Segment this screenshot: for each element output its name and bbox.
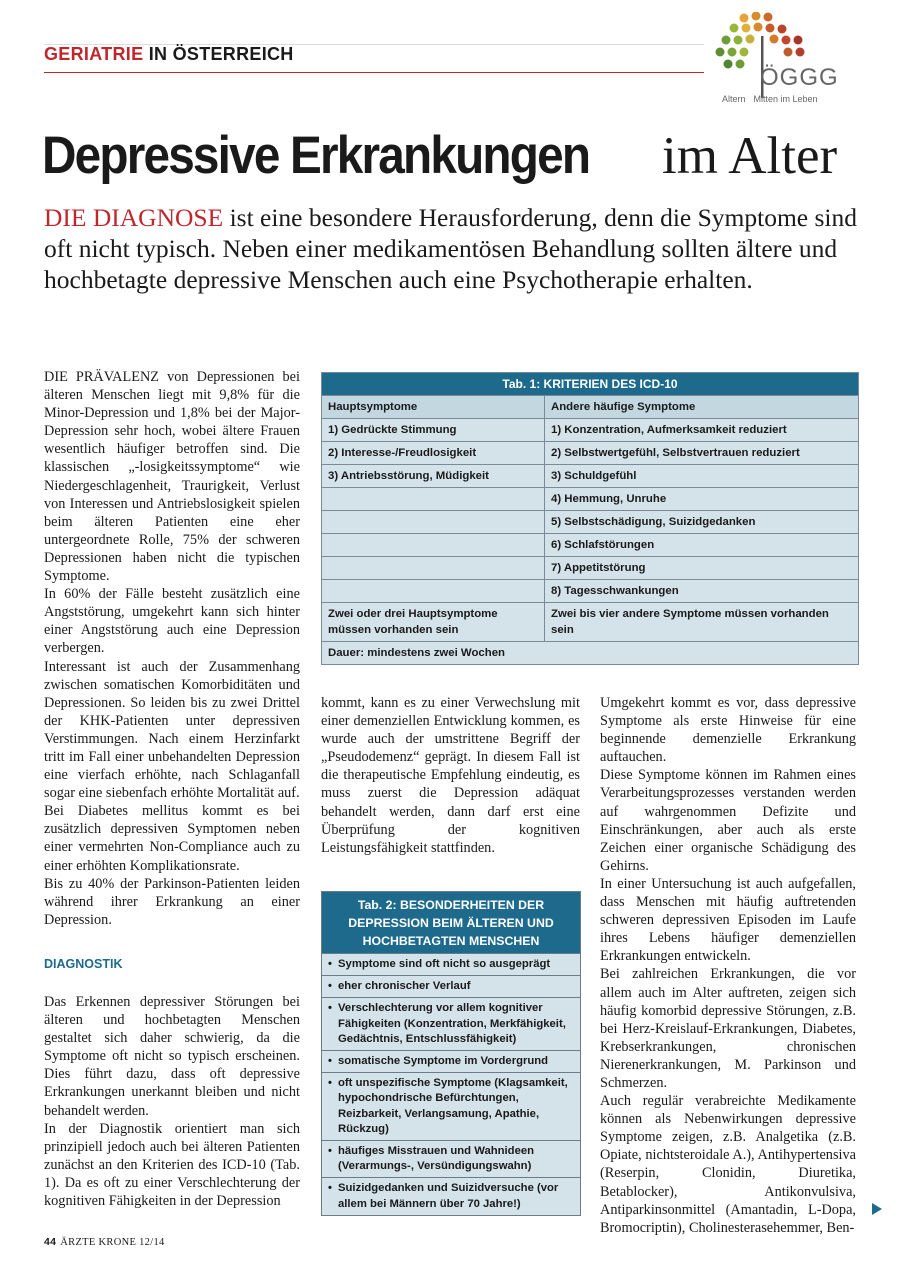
table-cell-other-symptom: 3) Schuldgefühl	[551, 470, 637, 482]
table-cell-main-symptom	[322, 534, 545, 556]
table-cell-other-symptom: 6) Schlafstörungen	[551, 539, 655, 551]
table-row	[322, 464, 858, 487]
paragraph: kommt, kann es zu einer Verwechslung mit einer demenziellen Entwicklung kommen, es wurde auch der umstrittene Begriff der „Pseudodemenz“ geprägt. In diesem Fall ist die therapeutische Empfehlung eindeutig, es muss zuerst die Depression adäquat behandelt werden, dann darf erst eine Überprüfung der kognitiven Leistungsfähigkeit stattfinden.	[321, 695, 580, 856]
table-cell-other-symptom: 1) Konzentration, Aufmerksamkeit reduziert	[551, 424, 787, 436]
table-characteristics-elderly	[321, 891, 581, 1216]
continue-arrow-icon	[872, 1203, 882, 1215]
paragraph: Bis zu 40% der Parkinson-Patienten leiden während ihrer Erkrankung an einer Depression.	[44, 875, 300, 928]
header-rule	[44, 72, 704, 73]
body-column-1	[44, 368, 300, 1210]
article-lede	[44, 202, 864, 295]
list-item-text: eher chronischer Verlauf	[338, 980, 471, 993]
paragraph: Auch regulär verabreichte Medikamente können als Nebenwirkungen depressive Symptome zeigen, z.B. Analgetika (z.B. Opiate, nichtsteroidale A.), Antihypertensiva (Reserpin, Clonidin, Diuretika, Betablocker), Antikonvulsiva, Antiparkinsonmittel (Amantadin, L-Dopa, Bromocriptin), Cholinesterasehemmer, Ben-	[600, 1093, 856, 1236]
table-row	[322, 556, 858, 579]
table-row	[322, 602, 858, 641]
list-item	[322, 1140, 580, 1177]
list-item-text: Suizidgedanken und Suizidversuche (vor allem bei Männern über 70 Jahre!)	[338, 1182, 559, 1210]
bullet-icon: •	[328, 958, 332, 970]
section-label	[44, 44, 294, 65]
table-cell-other-symptom: 8) Tagesschwankungen	[551, 585, 679, 597]
table1-title: Tab. 1: KRITERIEN DES ICD-10	[322, 373, 858, 395]
table2-title: Tab. 2: BESONDERHEITEN DER DEPRESSION BEIM ÄLTEREN UND HOCHBETAGTEN MENSCHEN	[322, 892, 580, 953]
table-row	[322, 533, 858, 556]
paragraph: Interessant ist auch der Zusammenhang zwischen somatischen Komorbiditäten und Depressionen. So leiden bis zu zwei Drittel der KHK-Patienten unter depressiven Verstimmungen. Nach einem Herzinfarkt tritt im Fall einer unbehandelten Depression eine vierfach erhöhte, nach Schlaganfall sogar eine siebenfach erhöhte Mortalität auf.	[44, 658, 300, 802]
list-item	[322, 1072, 580, 1140]
lede-red: DIE DIAGNOSE	[44, 203, 224, 232]
table-cell-other-symptom: 5) Selbstschädigung, Suizidgedanken	[551, 516, 756, 528]
body-column-3	[600, 694, 856, 1237]
table1-footer-row	[322, 641, 858, 664]
lede-text: ist eine besondere Herausforderung, denn die Symptome sind oft nicht typisch. Neben einer medikamentösen Behandlung sollten ältere und hochbetagte depressive Menschen auch eine Psychotherapie erhalten.	[44, 203, 857, 294]
bullet-icon: •	[328, 1077, 332, 1090]
bullet-icon: •	[328, 1002, 332, 1015]
page-footer	[44, 1236, 165, 1248]
table-cell-main-symptom	[322, 511, 545, 533]
table-row	[322, 418, 858, 441]
bullet-icon: •	[328, 1182, 332, 1195]
table1-col-header-left: Hauptsymptome	[322, 396, 545, 418]
logo-tag-right: Mitten im Leben	[753, 94, 818, 104]
list-item	[322, 953, 580, 975]
paragraph: Das Erkennen depressiver Störungen bei älteren und hochbetagten Menschen gestaltet sich daher schwierig, da die Symptome oft nicht so typisch erscheinen. Dies führt dazu, dass oft depressive Erkrankungen unerkannt bleiben und nicht behandelt werden.	[44, 994, 300, 1119]
body-column-2	[321, 694, 580, 857]
bullet-icon: •	[328, 1145, 332, 1158]
article-title-bold: Depressive Erkrankungen	[42, 126, 590, 185]
paragraph: Umgekehrt kommt es vor, dass depressive Symptome als erste Hinweise für eine beginnende demenzielle Erkrankung auftauchen.	[600, 695, 856, 766]
table-cell-main-symptom	[322, 557, 545, 579]
list-item-text: somatische Symptome im Vordergrund	[338, 1055, 549, 1068]
publication-name: ÄRZTE KRONE 12/14	[60, 1237, 165, 1248]
list-item	[322, 975, 580, 997]
table-icd10-criteria	[321, 372, 859, 665]
subheading-diagnostik: DIAGNOSTIK	[44, 956, 123, 971]
list-item-text: häufiges Misstrauen und Wahnideen (Verarmungs-, Versündigungswahn)	[338, 1145, 535, 1173]
table-row	[322, 487, 858, 510]
table-row	[322, 579, 858, 602]
table-cell-other-symptom: Zwei bis vier andere Symptome müssen vorhanden sein	[551, 608, 829, 636]
table-cell-main-symptom: 3) Antriebsstörung, Müdigkeit	[322, 465, 545, 487]
table-cell-main-symptom: 1) Gedrückte Stimmung	[322, 419, 545, 441]
paragraph: In 60% der Fälle besteht zusätzlich eine Angststörung, umgekehrt kann sich hinter einer Angststörung auch eine Depression verbergen.	[44, 586, 300, 657]
paragraph: In der Diagnostik orientiert man sich prinzipiell jedoch auch bei älteren Patienten zunächst an den Kriterien des ICD-10 (Tab. 1). Da es oft zu einer Verschlechterung der kognitiven Fähigkeiten in der Depression	[44, 1120, 300, 1210]
paragraph: In einer Untersuchung ist auch aufgefallen, dass Menschen mit häufig auftretenden schweren depressiven Episoden im Laufe ihres Lebens häufiger demenziellen Erkrankungen entwickeln.	[600, 875, 856, 965]
list-item	[322, 1050, 580, 1072]
table-cell-main-symptom	[322, 488, 545, 510]
list-item-text: Symptome sind oft nicht so ausgeprägt	[338, 958, 551, 970]
bullet-icon: •	[328, 1055, 332, 1068]
section-label-dark: IN ÖSTERREICH	[148, 44, 294, 64]
table-cell-main-symptom: 2) Interesse-/Freudlosigkeit	[322, 442, 545, 464]
list-item	[322, 997, 580, 1050]
section-label-red: GERIATRIE	[44, 44, 144, 64]
table-cell-main-symptom	[322, 580, 545, 602]
article-title	[42, 124, 838, 188]
table1-footer: Dauer: mindestens zwei Wochen	[328, 647, 506, 659]
paragraph: Diese Symptome können im Rahmen eines Verarbeitungsprozesses verstanden werden auf wahrgenommen Defizite und Einschränkungen, aber auch als erste Zeichen einer organische Schädigung des Gehirns.	[600, 767, 856, 874]
article-title-light: im Alter	[662, 127, 838, 185]
paragraph: Bei zahlreichen Erkrankungen, die vor allem auch im Alter auftreten, zeigen sich häufig komorbid depressive Störungen, z.B. bei Herz-Kreislauf-Erkrankungen, Diabetes, Krebserkrankungen, chronischen Nierenerkrankungen, M. Parkinson und Schmerzen.	[600, 966, 856, 1091]
list-item-text: oft unspezifische Symptome (Klagsamkeit, hypochondrische Befürchtungen, Reizbarkeit, Verlangsamung, Apathie, Rückzug)	[338, 1077, 568, 1135]
table-row	[322, 510, 858, 533]
table1-col-header-right: Andere häufige Symptome	[551, 401, 696, 413]
table-cell-other-symptom: 2) Selbstwertgefühl, Selbstvertrauen reduziert	[551, 447, 800, 459]
table1-header-row	[322, 395, 858, 418]
table-cell-other-symptom: 7) Appetitstörung	[551, 562, 646, 574]
list-item	[322, 1177, 580, 1214]
paragraph: DIE PRÄVALENZ von Depressionen bei älteren Menschen liegt mit 9,8% für die Minor-Depression und 1,8% bei der Major-Depression sehr hoch, wobei ältere Frauen wesentlich häufiger betroffen sind. Die klassischen „-losigkeitssymptome“ wie Niedergeschlagenheit, Traurigkeit, Verlust von Interessen und Antriebslosigkeit spielen beim älteren Patienten eine eher untergeordnete Rolle, 75% der schweren Depressionen haben nicht die typischen Symptome.	[44, 369, 300, 585]
page-number: 44	[44, 1236, 57, 1248]
table-cell-other-symptom: 4) Hemmung, Unruhe	[551, 493, 667, 505]
logo-name: ÖGGG	[760, 64, 839, 91]
paragraph: Bei Diabetes mellitus kommt es bei zusätzlich depressiven Symptomen neben einer vermehrten Non-Compliance auch zu einer erhöhten Komplikationsrate.	[44, 803, 300, 874]
logo-tag-left: Altern	[722, 94, 746, 104]
logo-tagline	[722, 94, 826, 104]
table-row	[322, 441, 858, 464]
table-cell-main-symptom: Zwei oder drei Hauptsymptome müssen vorhanden sein	[322, 603, 545, 641]
list-item-text: Verschlechterung vor allem kognitiver Fähigkeiten (Konzentration, Merkfähigkeit, Gedächtnis, Entschlussfähigkeit)	[338, 1002, 566, 1045]
bullet-icon: •	[328, 980, 332, 993]
